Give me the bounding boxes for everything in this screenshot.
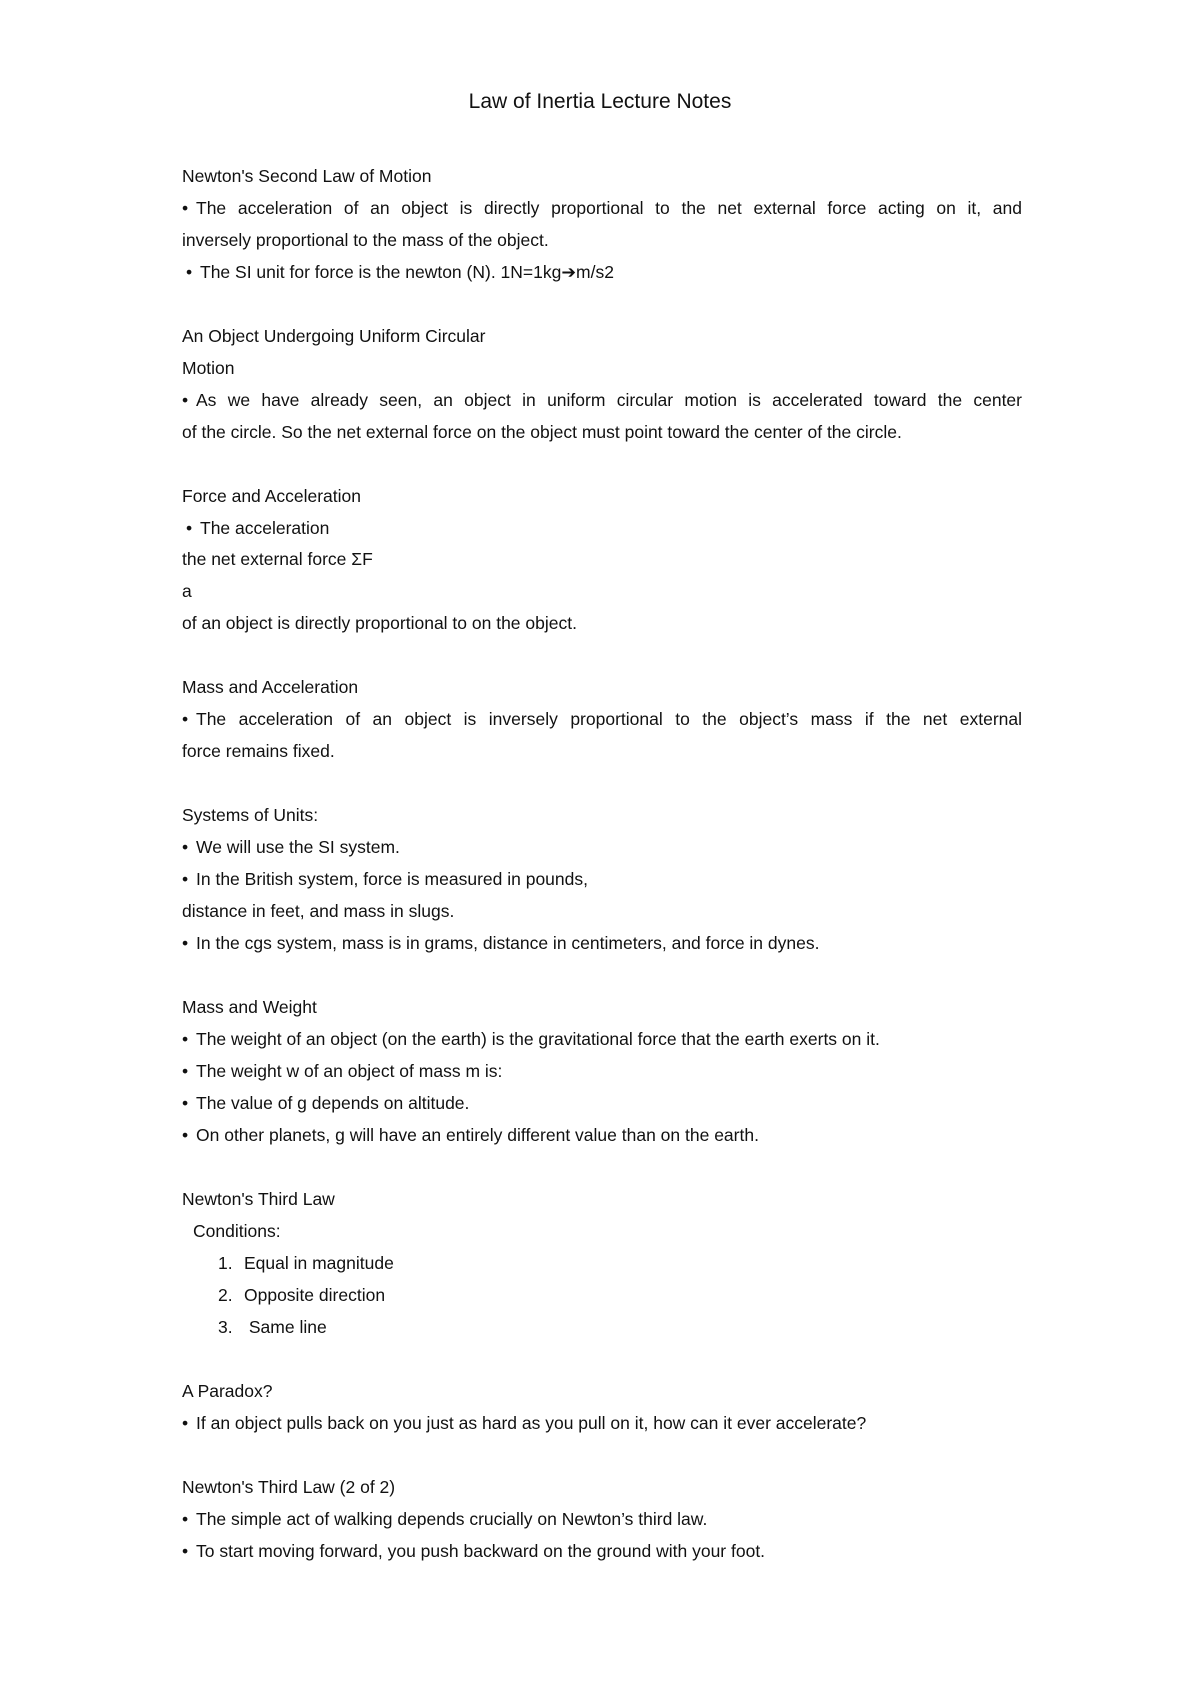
section-heading-force-acceleration: Force and Acceleration	[182, 486, 361, 506]
section-heading-continued: Motion	[182, 358, 235, 378]
bullet-text: • The simple act of walking depends crucially on Newton’s third law.	[182, 1507, 707, 1531]
list-item	[218, 1251, 394, 1275]
list-item-text: Same line	[244, 1317, 327, 1337]
text-line: a	[182, 581, 192, 601]
bullet-text: • To start moving forward, you push backward on the ground with your foot.	[182, 1539, 765, 1563]
bullet-text: • On other planets, g will have an entirely different value than on the earth.	[182, 1123, 759, 1147]
bullet-text: • In the British system, force is measured in pounds,	[182, 867, 588, 891]
bullet-text: • If an object pulls back on you just as hard as you pull on it, how can it ever accelerate?	[182, 1411, 866, 1435]
bullet-text: • The acceleration of an object is directly proportional to the net external force acting on it, and	[182, 196, 1022, 220]
text-line: of an object is directly proportional to on the object.	[182, 613, 577, 633]
section-heading-circular-motion: An Object Undergoing Uniform Circular	[182, 326, 486, 346]
text-line: force remains fixed.	[182, 741, 335, 761]
list-item-text: Equal in magnitude	[244, 1253, 394, 1273]
bullet-text: • The weight of an object (on the earth) is the gravitational force that the earth exerts on it.	[182, 1027, 880, 1051]
text-line: distance in feet, and mass in slugs.	[182, 901, 455, 921]
bullet-text: • In the cgs system, mass is in grams, distance in centimeters, and force in dynes.	[182, 931, 819, 955]
text-line: inversely proportional to the mass of the object.	[182, 230, 549, 250]
section-heading-third-law-2: Newton's Third Law (2 of 2)	[182, 1477, 396, 1497]
list-item	[218, 1283, 385, 1307]
conditions-label: Conditions:	[193, 1221, 281, 1241]
bullet-text: • The value of g depends on altitude.	[182, 1091, 469, 1115]
bullet-text: • The acceleration	[186, 516, 329, 540]
bullet-text: • The SI unit for force is the newton (N). 1N=1kg➔m/s2	[186, 260, 614, 284]
text-line: of the circle. So the net external force on the object must point toward the center of the circle.	[182, 422, 902, 442]
list-number: 2.	[218, 1285, 233, 1305]
bullet-text: • As we have already seen, an object in uniform circular motion is accelerated toward the center	[182, 388, 1022, 412]
bullet-text: • The weight w of an object of mass m is:	[182, 1059, 502, 1083]
section-heading-mass-acceleration: Mass and Acceleration	[182, 677, 359, 697]
section-heading-systems-of-units: Systems of Units:	[182, 805, 319, 825]
section-heading-mass-weight: Mass and Weight	[182, 997, 317, 1017]
list-number: 1.	[218, 1253, 233, 1273]
section-heading-second-law: Newton's Second Law of Motion	[182, 166, 432, 186]
section-heading-third-law: Newton's Third Law	[182, 1189, 335, 1209]
list-number: 3.	[218, 1317, 233, 1337]
section-heading-paradox: A Paradox?	[182, 1381, 273, 1401]
list-item-text: Opposite direction	[244, 1285, 386, 1305]
bullet-text: • We will use the SI system.	[182, 835, 400, 859]
list-item	[218, 1315, 327, 1339]
text-line: the net external force ΣF	[182, 549, 373, 569]
document-title: Law of Inertia Lecture Notes	[468, 90, 732, 113]
bullet-text: • The acceleration of an object is inversely proportional to the object’s mass if the net external	[182, 707, 1022, 731]
